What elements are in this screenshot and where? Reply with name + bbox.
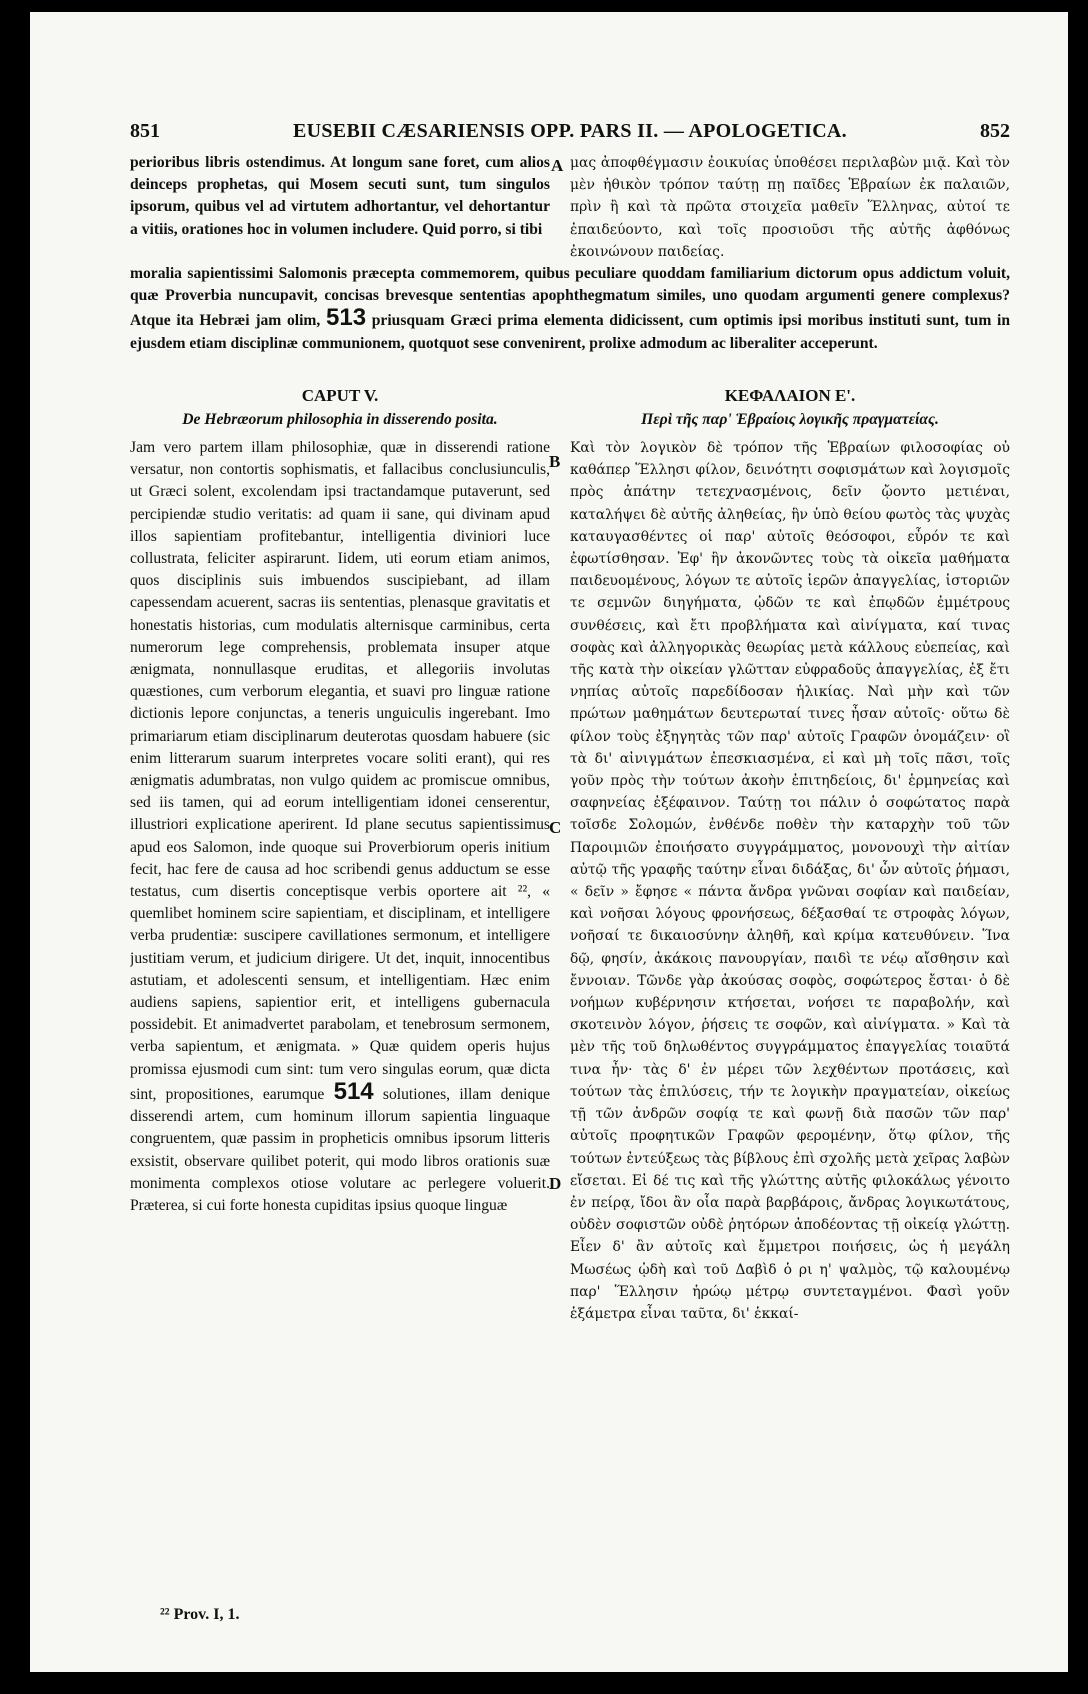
margin-marker-b: B [549, 452, 561, 471]
latin-column-top [130, 152, 550, 267]
greek-column-main [570, 437, 1010, 1597]
chapter-subtitle-greek: Περὶ τῆς παρ' Ἑβραίοις λογικῆς πραγματείας. [641, 411, 939, 428]
page-marker-514: 514 [333, 1077, 374, 1105]
page [30, 12, 1068, 1672]
margin-marker-c: C [549, 818, 562, 837]
greek-column-top [570, 152, 1010, 267]
latin-top-text: perioribus libris ostendimus. At longum sane foret, cum alios deinceps prophetas, qui Mosem secuti sunt, tum singulos ipsorum, quibus vel ad virtutem adhortantur, vel dehortantur a vitiis, orationes hoc in volumen includere. Quid porro, si tibi [130, 154, 550, 238]
margin-marker-a: A [551, 156, 564, 175]
latin-body-text-2: solutiones, illam denique disserendi artem, cum hominum illorum sapientia linguaque congruentem, quæ passim in propheticis omnibus ipsorum litteris exsistit, observare quilibet poterit, qui modo libros orationis suæ monimenta complexos otiose volutare ac perlegere voluerit. Præterea, si cui forte honesta cupiditas ipsius quoque linguæ [130, 1085, 550, 1214]
page-number-left: 851 [130, 120, 160, 142]
chapter-heading-greek: ΚΕΦΑΛΑΙΟΝ Ε'. [724, 386, 856, 405]
page-number-right: 852 [980, 120, 1010, 142]
latin-column-main [130, 437, 550, 1597]
greek-top-text: μας ἀποφθέγμασιν ἐοικυίας ὑποθέσει περιλαβὼν μιᾷ. Καὶ τὸν μὲν ἠθικὸν τρόπον ταύτῃ πῃ παῖδες Ἑβραίων ἐκ παλαιῶν, πρὶν ἢ καὶ τὰ πρῶτα στοιχεῖα μαθεῖν Ἕλληνας, αὐτοί τε ἐπαιδεύοντο, καὶ τοῖς προσιοῦσι τῆς αὐτῆς ἀφθόνως ἐκοινώνουν παιδείας. [570, 155, 1010, 260]
full-width-text-1: moralia sapientissimi Salomonis præcepta commemorem, quibus peculiare quoddam familiarium dictorum opus addictum voluit, quæ Proverbia nuncupavit, concisas brevesque sententias apophthegmatum similes, uno quodam argumenti genere complexus? Atque ita Hebræi jam olim, [130, 265, 1010, 330]
margin-marker-d: D [549, 1174, 562, 1193]
footnote: ²² Prov. I, 1. [160, 1606, 240, 1623]
chapter-heading-latin: CAPUT V. [301, 386, 379, 405]
full-width-text-2: priusquam Græci prima elementa didicissent, cum optimis ipsi moribus instituti sunt, tum in ejusdem etiam disciplinæ communionem, quotquot sese convenirent, prolixe admodum ac liberaliter acceperunt. [130, 312, 1010, 352]
chapter-subtitle-latin: De Hebræorum philosophia in disserendo posita. [182, 411, 498, 428]
page-marker-513: 513 [326, 304, 367, 332]
full-width-paragraph [130, 263, 1010, 355]
latin-body-text-1: Jam vero partem illam philosophiæ, quæ in disserendi ratione versatur, non contortis sophismatis, et fallacibus conclusiunculis, ut Græci solent, excolendam ipsi tractandamque putaverunt, sed percipiendæ studio veritatis: ad quam ii sane, qui divinam apud illos sapientiam profitebantur, intelligentia diviniori luce collustrata, feliciter aspirarunt. Iidem, uti eorum etiam animos, quos disciplinis suis imbuendos suscipiebant, ad illam capessendam acuerent, sacras iis sententias, plenasque gravitatis et honestatis historias, cum modulatis alternisque carminibus, certa numerorum lege comprehensis, problemata insuper atque ænigmata, nonnullasque eruditas, et allegoriis involutas quæstiones, cum verborum elegantia, et suavi pro linguæ ratione dictionis lepore conjunctas, a teneris unguiculis ingerebant. Imo primariarum etiam disciplinarum deuterotas quosdam habuere (sic enim litterarum suarum interpretes vocare soliti erant), qui res ænigmatis adumbratas, non vulgo quidem ac promiscue omnibus, sed iis tamen, qui ad eorum intelligentiam idonei censerentur, illustriori explicatione aperirent. Id plane secutus sapientissimus apud eos Salomon, inde quoque sui Proverbiorum operis initium fecit, hac fere de causa ad hoc scribendi genus adductum se esse testatus, cum disertis conceptisque verbis oportere ait ²², « quemlibet hominem scire sapientiam, et disciplinam, et intelligere verba prudentiæ: suscipere cavillationes sermonum, et intelligere justitiam verum, et judicium dirigere. Ut det, inquit, innocentibus astutiam, et adolescenti sensum, et intelligentiam. Hæc enim audiens sapiens, sapientior erit, et intelligens gubernacula possidebit. Et animadvertet parabolam, et tenebrosum sermonem, verba sapientum, et ænigmata. » Quæ quidem operis hujus promissa ejusmodi cum sint: tum vero singulas eorum, quæ dicta sint, propositiones, earumque [130, 439, 550, 1103]
running-title: EUSEBII CÆSARIENSIS OPP. PARS II. — APOLOGETICA. [293, 120, 847, 142]
running-header [130, 120, 1010, 150]
greek-body-text: Καὶ τὸν λογικὸν δὲ τρόπον τῆς Ἑβραίων φιλοσοφίας οὐ καθάπερ Ἕλλησι φίλον, δεινότητι σοφισμάτων καὶ λογισμοῖς πρὸς ἀπάτην τετεχνασμένοις, δεῖν ᾤοντο μετιέναι, καταλήψει δὲ αὐτῆς ἀληθείας, ἣν ὑπὸ θείου φωτὸς τὰς ψυχὰς καταυγασθέντες οἱ παρ' αὐτοῖς θεόσοφοι, εὗρόν τε καὶ ἐφωτίσθησαν. Ἐφ' ἣν ἀκονῶντες τοὺς τὰ οἰκεῖα μαθήματα παιδευομένους, λόγων τε αὐτοῖς ἱερῶν ἀπαγγελίας, ἱστοριῶν τε σεμνῶν διηγήματα, ᾠδῶν τε καὶ ἐπῳδῶν ἐμμέτρους συνθέσεις, καὶ ἔτι προβλήματα καὶ αἰνίγματα, καί τινας σοφὰς καὶ ἀλληγορικὰς θεωρίας μετὰ κάλλους εὐεπείας, καὶ τῆς κατὰ τὴν οἰκείαν γλῶτταν εὐφραδοῦς ἀπαγγελίας, ἐξ ἔτι νηπίας αὐτοῖς παρεδίδοσαν ἡλικίας. Ναὶ μὴν καὶ τῶν πρώτων μαθημάτων δευτερωταί τινες ἦσαν αὐτοῖς· οὕτω δὲ φίλον τοὺς ἐξηγητὰς τῶν παρ' αὐτοῖς Γραφῶν ὀνομάζειν· οἳ τὰ δι' αἰνιγμάτων ἐπεσκιασμένα, εἰ καὶ μὴ τοῖς πᾶσι, τοῖς γοῦν πρὸς τὴν τούτων ἀκοὴν ἐπιτηδείοις, δι' ἑρμηνείας καὶ σαφηνείας ἐξέφαινον. Ταύτῃ τοι πάλιν ὁ σοφώτατος παρὰ τοῖσδε Σολομών, ἐνθένδε ποθὲν τὴν καταρχὴν τοῦ τῶν Παροιμιῶν ἐποιήσατο συγγράμματος, μονονουχὶ τὴν αἰτίαν αὐτῷ τῆς γραφῆς ταύτην εἶναι διδάξας, δι' ὧν αὐτοῖς ῥήμασι, « δεῖν » ἔφησε « πάντα ἄνδρα γνῶναι σοφίαν καὶ παιδείαν, καὶ νοῆσαι λόγους φρονήσεως, δέξασθαί τε στροφὰς λόγων, νοῆσαί τε δικαιοσύνην ἀληθῆ, καὶ κρίμα κατευθύνειν. Ἵνα δῷ, φησίν, ἀκάκοις πανουργίαν, παιδὶ τε νέῳ αἴσθησιν καὶ ἔννοιαν. Τῶνδε γὰρ ἀκούσας σοφὸς, σοφώτερος ἔσται· ὁ δὲ νοήμων κυβέρνησιν κτήσεται, νοήσει τε παραβολήν, καὶ σκοτεινὸν λόγον, ῥήσεις τε σοφῶν, καὶ αἰνίγματα. » Καὶ τὰ μὲν τῆς τοῦ δηλωθέντος συγγράμματος ἐπαγγελίας τοιαῦτά τινα ἦν· τὰς δ' ἐν μέρει τῶν λεχθέντων προτάσεις, καὶ τούτων τὰς ἐπιλύσεις, τήν τε λογικὴν πραγματείαν, οἰκείως τῇ τῶν ἀνδρῶν σοφίᾳ τε καὶ φωνῇ διὰ πασῶν τῶν παρ' αὐτοῖς προφητικῶν Γραφῶν φερομένην, ὅτῳ φίλον, τῆς τούτων ἐντεύξεως τὰς βίβλους ἐπὶ σχολῆς μετὰ χεῖρας λαβὼν εἴσεται. Εἰ δέ τις καὶ τῆς γλώττης αὐτῆς φιλοκάλως γένοιτο ἐν πείρᾳ, ἴδοι ἂν οἷα παρὰ βαρβάροις, ἄνδρας λογικωτάτους, οὐδὲν σοφιστῶν οὐδὲ ῥητόρων ἀποδέοντας τῇ οἰκείᾳ γλώττῃ. Εἶεν δ' ἂν αὐτοῖς καὶ ἔμμετροι ποιήσεις, ὡς ἡ μεγάλη Μωσέως ᾠδὴ καὶ τοῦ Δαβὶδ ὁ ρι η' ψαλμὸς, τῷ καλουμένῳ παρ' Ἕλλησιν ἡρώῳ μέτρῳ συντεταγμένοι. Φασὶ γοῦν ἑξάμετρα εἶναι ταῦτα, δι' ἑκκαί- [570, 440, 1010, 1322]
